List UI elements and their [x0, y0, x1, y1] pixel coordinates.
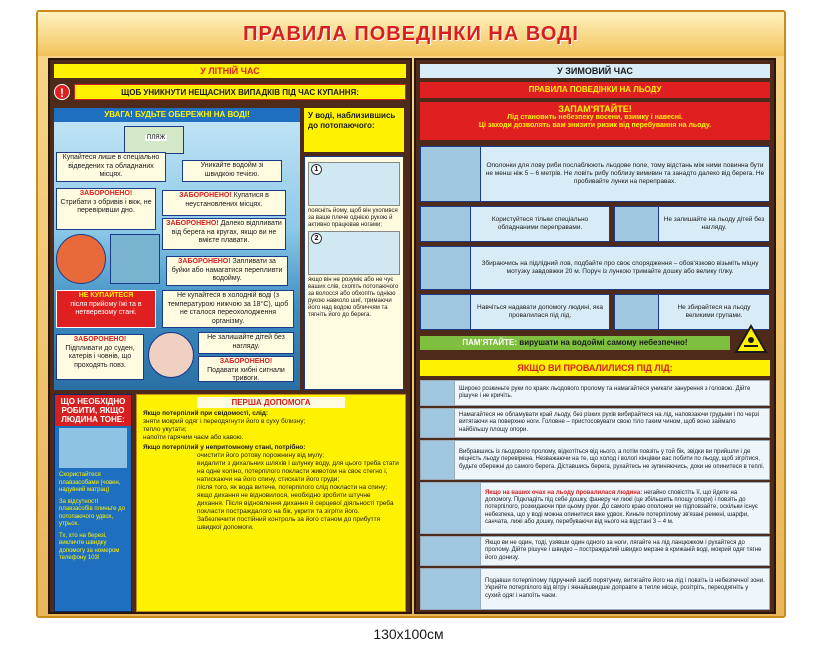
drowning-help-step-3: Тх, хто на березі, викличте швидку допомогу за номером телефону 103!: [59, 532, 120, 561]
drowning-help-step-1: Скористайтеся плавзасобами (човен, надувний матрац): [59, 472, 121, 493]
ice-danger-warning-icon: [734, 324, 768, 354]
rule-text: Подавати хибні сигнали тривоги.: [207, 366, 285, 382]
rule-no-boats: [56, 334, 144, 380]
fell-step-4: [420, 482, 770, 534]
forbidden-label: НЕ КУПАЙТЕСЯ: [78, 292, 134, 299]
fell-image: [421, 569, 481, 609]
fell-step-body: негайно сповістіть її, що йдете на допомогу. Підкладіть під себе дошку, фанеру чи лижі (це збільшить площу опори) і повзіть до потерпілого, розкидаючи при цьому руки. До самого краю ополонки не підповзайте, оскільки існує небезпека, що у воді можна опинитися вже удвох. Киньте потерпілому зв'язані ремені, шарфи, санчата, лижі або дошку, перебуваючи від нього на відстані 3 – 4 м.: [485, 489, 758, 525]
rule-no-false-alarm: [198, 356, 294, 382]
ice-rule-text: Користуйтеся тільки спеціально обладнаними переправами.: [491, 216, 589, 231]
rule-swim-designated: Купайтеся лише в спеціально відведених та обладнаних місцях.: [56, 152, 166, 182]
first-aid-panel: [136, 394, 406, 612]
fell-step-text: Подавши потерпілому підручний засіб порятунку, витягайте його на лід і повзіть із небезпечної зони. Укрийте потерпілого від вітру і якнайшвидше доправте в тепле місце, розітріть, переодягніть у сухий одяг і напоїть чаєм.: [485, 578, 765, 599]
rule-no-diving: [56, 188, 156, 230]
ice-rule-text: Не збирайтеся на льоду великими групами.: [677, 304, 751, 319]
ice-rule-text: Навчіться надавати допомогу людині, яка провалилася під лід.: [477, 304, 603, 319]
remember-line: Ці заходи дозволять вам знизити ризик від перебування на льоду.: [478, 122, 712, 129]
attention-banner: УВАГА! БУДЬТЕ ОБЕРЕЖНІ НА ВОДІ!: [54, 108, 300, 122]
ice-crossing-image: [421, 207, 471, 241]
ice-children-image: [615, 207, 659, 241]
rule-supervise-children: Не залишайте дітей без нагляду.: [198, 332, 294, 354]
ice-rule-text: Не залишайте на льоду дітей без нагляду.: [663, 216, 765, 231]
rule-no-swim-after-eating: [56, 290, 156, 328]
ice-rule-children: [614, 206, 770, 242]
rule-text: Запливати за буйки або намагатися перепливти водойму.: [171, 258, 283, 282]
summer-panel: [48, 58, 412, 614]
beach-sign: ПЛЯЖ: [147, 135, 166, 141]
size-caption: 130x100см: [373, 626, 444, 642]
rule-text: Далеко відпливати від берега на кругах, якщо ви не вмієте плавати.: [171, 220, 282, 244]
rule-text: Підпливати до суден, катерів і човнів, що проходять повз.: [65, 344, 135, 369]
rescue-step-1: поясніть йому, щоб він ухопився за ваше плече однією рукою й активно працював ногами;: [308, 208, 398, 228]
fell-step-2: [420, 408, 770, 438]
forbidden-label: ЗАБОРОНЕНО!: [178, 258, 231, 265]
remember-alone-banner: [420, 336, 730, 350]
fell-step-5: [420, 536, 770, 566]
remember-box: [420, 102, 770, 140]
ice-fishing-image: [421, 147, 481, 201]
rule-cold-water: Не купайтеся в холодній воді (з температурою нижчою за 18°С), щоб не сталося переохолодження організму.: [162, 290, 294, 328]
summer-warning-label: ЩОБ УНИКНУТИ НЕЩАСНИХ ВИПАДКІВ ПІД ЧАС КУПАННЯ:: [74, 84, 406, 100]
fa-conscious-step: зняти мокрий одяг і переодягнути його в суху білизну;: [143, 418, 306, 425]
first-aid-header: ПЕРША ДОПОМОГА: [197, 397, 345, 408]
remember-alone-label: ПАМ'ЯТАЙТЕ:: [462, 338, 518, 347]
fell-through-ice-header: ЯКЩО ВИ ПРОВАЛИЛИСЯ ПІД ЛІД:: [420, 360, 770, 376]
swimmer-photo: [110, 234, 160, 284]
fell-step-3: [420, 440, 770, 480]
ice-equipment-image: [421, 247, 471, 289]
rule-no-far-swim: [162, 218, 286, 250]
rescue-step-2: якщо він не розуміє або не чує ваших слів, схопіть потопаючого за волосся або обхопіть однією рукою навколо шиї, тримаючи його над водою обличчям та тягніть його до берега.: [308, 277, 399, 318]
remember-line: Лід становить небезпеку восени, взимку і навесні.: [507, 114, 683, 121]
near-water-heading: У воді, наблизившись до потопаючого:: [304, 108, 404, 152]
fell-image: [421, 409, 455, 437]
fell-step-6: [420, 568, 770, 610]
winter-panel: [414, 58, 776, 614]
fell-step-text: Широко розкиньте руки по краях льодового пролому та намагайтеся уникати занурення з головою. Дійте рішуче і не кричіть.: [459, 385, 751, 399]
rule-no-undesignated: [162, 190, 286, 216]
forbidden-label: ЗАБОРОНЕНО!: [179, 192, 232, 199]
ice-rule-text: Збираючись на підлідний лов, подбайте про своє спорядження – обов'язково візьміть міцну мотузку завдовжки 20 м. Поруч із лункою тримайте дошку або велику гілку.: [481, 260, 759, 275]
fell-step-text: Вибравшись із льодового пролому, відкотіться від нього, а потім повзіть у той бік, звідки ви прийшли і де міцність льоду перевірена. Незважаючи на те, що холод і вологі кінцівки вас побити по льоду, щоб зігрітися, будьте обережні до самого берега. Діставшись берега, рухайтесь не зупиняючись, доки не опинитеся в теплі.: [459, 449, 765, 470]
fell-image: [421, 483, 481, 533]
forbidden-label: ЗАБОРОНЕНО!: [219, 358, 273, 365]
fa-unconscious-step: очистити його ротову порожнину від мулу;: [197, 452, 325, 459]
remember-title: ЗАПАМ'ЯТАЙТЕ!: [558, 104, 632, 114]
forbidden-label: ЗАБОРОНЕНО!: [73, 336, 127, 343]
rescue-figure-1: [308, 162, 400, 206]
rescue-boat-image: [59, 428, 127, 468]
fa-conscious-heading: Якщо потерпілий при свідомості, слід:: [143, 410, 269, 417]
rule-avoid-current: Уникайте водойм зі швидкою течією.: [182, 160, 282, 182]
fa-unconscious-step: якщо дихання не відновилося, необхідно зробити штучне дихання. Після відновлення дихання й серцевої діяльності треба покласти постраждалого на бік, укрити та зігріти його. Забезпечити постійний контроль за його станом до прибуття швидкої допомоги.: [197, 492, 394, 531]
exclamation-icon: !: [54, 84, 70, 100]
remember-alone-text: вирушати на водоймі самому небезпечно!: [519, 338, 688, 347]
fell-image: [421, 381, 455, 405]
rule-text: після прийому їжі та в нетверезому стані.: [70, 300, 142, 316]
summer-header: У ЛІТНІЙ ЧАС: [54, 64, 406, 78]
fell-image: [421, 537, 481, 565]
drowning-help-header: ЩО НЕОБХІДНО РОБИТИ, ЯКЩО ЛЮДИНА ТОНЕ:: [55, 395, 131, 426]
drowning-help-panel: [54, 394, 132, 612]
page-title: ПРАВИЛА ПОВЕДІНКИ НА ВОДІ: [243, 22, 579, 45]
fa-unconscious-step: видалити з дихальних шляхів і шлунку воду, для цього треба стати на одне коліно, потерпілого покласти животом на своє стегно і, натискаючи на його спину, стискати його груди;: [197, 460, 399, 483]
fell-image: [421, 441, 455, 479]
lifebuoy-image: [56, 234, 106, 284]
fa-unconscious-step: після того, як вода витече, потерпілого слід покласти на спину;: [197, 484, 388, 491]
beach-scene: [54, 122, 300, 390]
fell-step-1: [420, 380, 770, 406]
fell-step-text: Якщо ви не один, тоді, узявши один одного за ноги, лягайте на лід ланцюжком і рухайтеся до пролому. Дійте рішуче і швидко – постраждалий швидко мерзне в крижаній воді, мокрий одяг тягне його донизу.: [485, 540, 762, 561]
ice-rule-learn-help: [420, 294, 610, 330]
fa-conscious-step: напоїти гарячим чаєм або кавою.: [143, 434, 244, 441]
ice-rule-text: Ополонки для лову риби послаблюють льодове поле, тому відстань між ними повинна бути не менш ніж 5 – 6 метрів. Не ловіть рибу поблизу вимивин та занадто далеко від берега. Не пробивайте лунки на переправах.: [485, 162, 765, 185]
ice-group-image: [615, 295, 659, 329]
ice-rule-crossings: [420, 206, 610, 242]
fa-unconscious-heading: Якщо потерпілий у непритомному стані, потрібно:: [143, 444, 306, 451]
title-bar: [38, 12, 784, 56]
ice-rules-header: ПРАВИЛА ПОВЕДІНКИ НА ЛЬОДУ: [420, 82, 770, 98]
ice-help-image: [421, 295, 471, 329]
fell-step-text: [481, 489, 769, 527]
fell-step-label: Якщо на ваших очах на льоду провалилася людина:: [485, 489, 643, 496]
rescue-instructions: [304, 156, 404, 390]
winter-header: У ЗИМОВИЙ ЧАС: [420, 64, 770, 78]
poster: [36, 10, 786, 618]
summer-warning-row: [54, 82, 406, 102]
ice-rule-fishing-holes: [420, 146, 770, 202]
child-photo: [148, 332, 194, 378]
figure-number: 1: [311, 164, 322, 175]
rule-no-buoys: [166, 256, 288, 286]
figure-number: 2: [311, 233, 322, 244]
rule-text: Купатися в неустановлених місцях.: [185, 192, 269, 208]
forbidden-label: ЗАБОРОНЕНО!: [79, 190, 133, 197]
beach-photo: [124, 126, 184, 154]
drowning-help-step-2: За відсутності плавзасобів плиньте до потопаючого удвох, утрьох.: [59, 498, 125, 527]
ice-rule-equipment: [420, 246, 770, 290]
rule-text: Стрибати з обривів і вкж, не перевіривши дно.: [60, 198, 152, 214]
fa-conscious-step: тепло укутати;: [143, 426, 187, 433]
forbidden-label: ЗАБОРОНЕНО!: [166, 220, 219, 227]
fell-step-text: Намагайтеся не обламувати край льоду, без різких рухів вибирайтеся на лід, наповзаючи грудьми і по черзі витягаючи на поверхню ноги. Головне – пристосовувати свою тіло таким чином, щоб воно займало найбільшу площу опори.: [459, 412, 759, 433]
rescue-figure-2: [308, 231, 400, 275]
